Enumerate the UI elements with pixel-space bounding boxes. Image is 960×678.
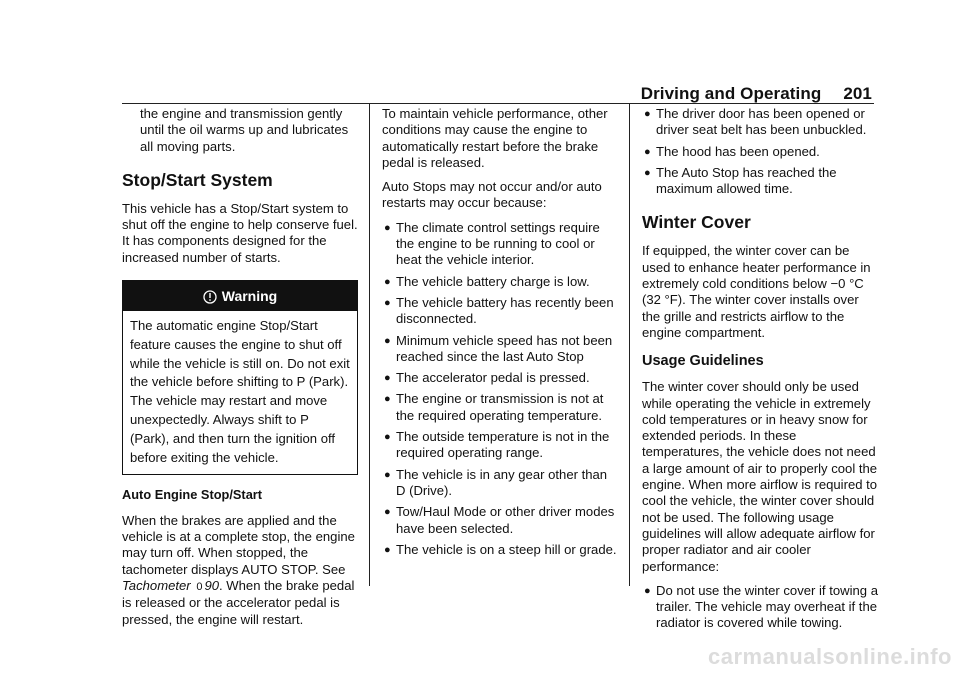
page-header xyxy=(641,84,872,104)
warning-box xyxy=(122,280,358,475)
list-item xyxy=(642,165,878,198)
intro-paragraph: This vehicle has a Stop/Start system to shut off the engine to help conserve fuel. It has components designed for the increased number of starts. xyxy=(122,200,358,265)
column-3 xyxy=(642,106,878,638)
condition-list xyxy=(382,220,618,558)
list-item xyxy=(382,542,618,558)
bullet-icon: ● xyxy=(644,108,651,120)
list-item-text: The vehicle battery charge is low. xyxy=(396,273,590,289)
warning-title-bar xyxy=(123,281,357,311)
bullet-icon: ● xyxy=(384,543,391,556)
watermark: carmanualsonline.info xyxy=(708,644,952,669)
subheading: Usage Guidelines xyxy=(642,353,764,370)
bullet-icon: ● xyxy=(384,506,391,519)
warning-title: Warning xyxy=(221,288,278,305)
column-divider xyxy=(369,104,370,586)
list-item xyxy=(382,467,618,500)
list-item xyxy=(642,106,878,139)
bullet-icon: ● xyxy=(384,221,391,234)
bullet-icon: ● xyxy=(384,372,391,385)
list-item-text: The vehicle battery has recently been disconnected. xyxy=(396,294,614,327)
body-paragraph: The winter cover should only be used while operating the vehicle in extremely cold temperatures or in heavy snow for extended periods. In these temperatures, the vehicle does not need a large amount of air to properly cool the engine. When more airflow is required to cool the vehicle, the winter cover should not be used. The following usage guidelines will allow adequate airflow for proper radiator and air cooler performance: xyxy=(642,379,878,574)
lead-paragraph: Auto Stops may not occur and/or auto restarts may occur because: xyxy=(382,179,602,211)
list-item-text: The outside temperature is not in the required operating range. xyxy=(396,429,610,461)
list-item xyxy=(382,391,618,424)
list-item-text: The Auto Stop has reached the maximum allowed time. xyxy=(656,164,837,197)
list-item xyxy=(382,220,618,269)
bullet-icon: ● xyxy=(384,296,391,309)
list-item-text: Minimum vehicle speed has not been reached since the last Auto Stop xyxy=(396,332,613,364)
guideline-list xyxy=(642,583,878,632)
column-2 xyxy=(382,106,618,564)
list-item-text: The engine or transmission is not at the required operating temperature. xyxy=(396,391,604,423)
column-1 xyxy=(122,106,358,636)
list-item xyxy=(642,144,878,160)
list-item xyxy=(382,429,618,462)
list-item-text: Do not use the winter cover if towing a trailer. The vehicle may overheat if the radiator is covered while towing. xyxy=(656,582,878,631)
condition-list-continued xyxy=(642,106,878,197)
list-item xyxy=(382,504,618,537)
bullet-icon: ● xyxy=(644,166,651,179)
paragraph-text: . When the brake pedal is released or the accelerator pedal is pressed, the engine will restart. xyxy=(122,577,355,627)
warning-body: The automatic engine Stop/Start feature causes the engine to shut off while the vehicle is still on. Do not exit the vehicle before shifting to P (Park). The vehicle may restart and move unexpectedly. Always shift to P (Park), and then turn the ignition off before exiting the vehicle. xyxy=(130,318,350,465)
list-item xyxy=(382,274,618,290)
auto-stop-paragraph xyxy=(122,513,358,628)
section-heading: Winter Cover xyxy=(642,212,751,233)
cross-reference-link[interactable]: Tachometer xyxy=(122,577,191,593)
list-item xyxy=(642,583,878,632)
list-item-text: The climate control settings require the engine to be running to cool or heat the vehicle interior. xyxy=(396,219,600,268)
list-item-text: Tow/Haul Mode or other driver modes have been selected. xyxy=(396,504,615,536)
cross-reference-page[interactable]: 90 xyxy=(204,577,220,593)
section-heading: Stop/Start System xyxy=(122,169,273,190)
subheading: Auto Engine Stop/Start xyxy=(122,487,263,503)
continuation-text: the engine and transmission gently until the oil warms up and lubricates all moving parts. xyxy=(140,106,349,154)
bullet-icon: ● xyxy=(644,584,651,597)
list-item-text: The vehicle is on a steep hill or grade. xyxy=(396,541,617,557)
list-item xyxy=(382,333,618,366)
list-item-text: The driver door has been opened or driver seat belt has been unbuckled. xyxy=(656,106,867,138)
list-item xyxy=(382,370,618,386)
column-divider xyxy=(629,104,630,586)
bullet-icon: ● xyxy=(384,468,391,481)
list-item-text: The hood has been opened. xyxy=(656,143,820,159)
bullet-icon: ● xyxy=(384,334,391,347)
bullet-icon: ● xyxy=(384,431,391,444)
page-number: 201 xyxy=(843,84,872,103)
reference-arrow-icon: 0 xyxy=(196,580,203,593)
section-title: Driving and Operating xyxy=(640,84,822,103)
list-item-text: The vehicle is in any gear other than D (Drive). xyxy=(396,466,608,498)
intro-paragraph: To maintain vehicle performance, other conditions may cause the engine to automatically restart before the brake pedal is released. xyxy=(382,106,608,170)
paragraph-text: When the brakes are applied and the vehicle is at a complete stop, the engine may turn off. When stopped, the tachometer displays AUTO STOP. See xyxy=(122,512,355,577)
list-item-text: The accelerator pedal is pressed. xyxy=(396,370,590,386)
bullet-icon: ● xyxy=(384,275,391,288)
header-rule xyxy=(122,103,874,104)
list-item xyxy=(382,295,618,328)
bullet-icon: ● xyxy=(644,145,651,158)
bullet-icon: ● xyxy=(384,393,391,406)
warning-icon xyxy=(203,290,217,304)
intro-paragraph: If equipped, the winter cover can be used to enhance heater performance in extremely cold conditions below −0 °C (32 °F). The winter cover installs over the grille and restricts airflow to the engine compartment. xyxy=(642,243,871,340)
